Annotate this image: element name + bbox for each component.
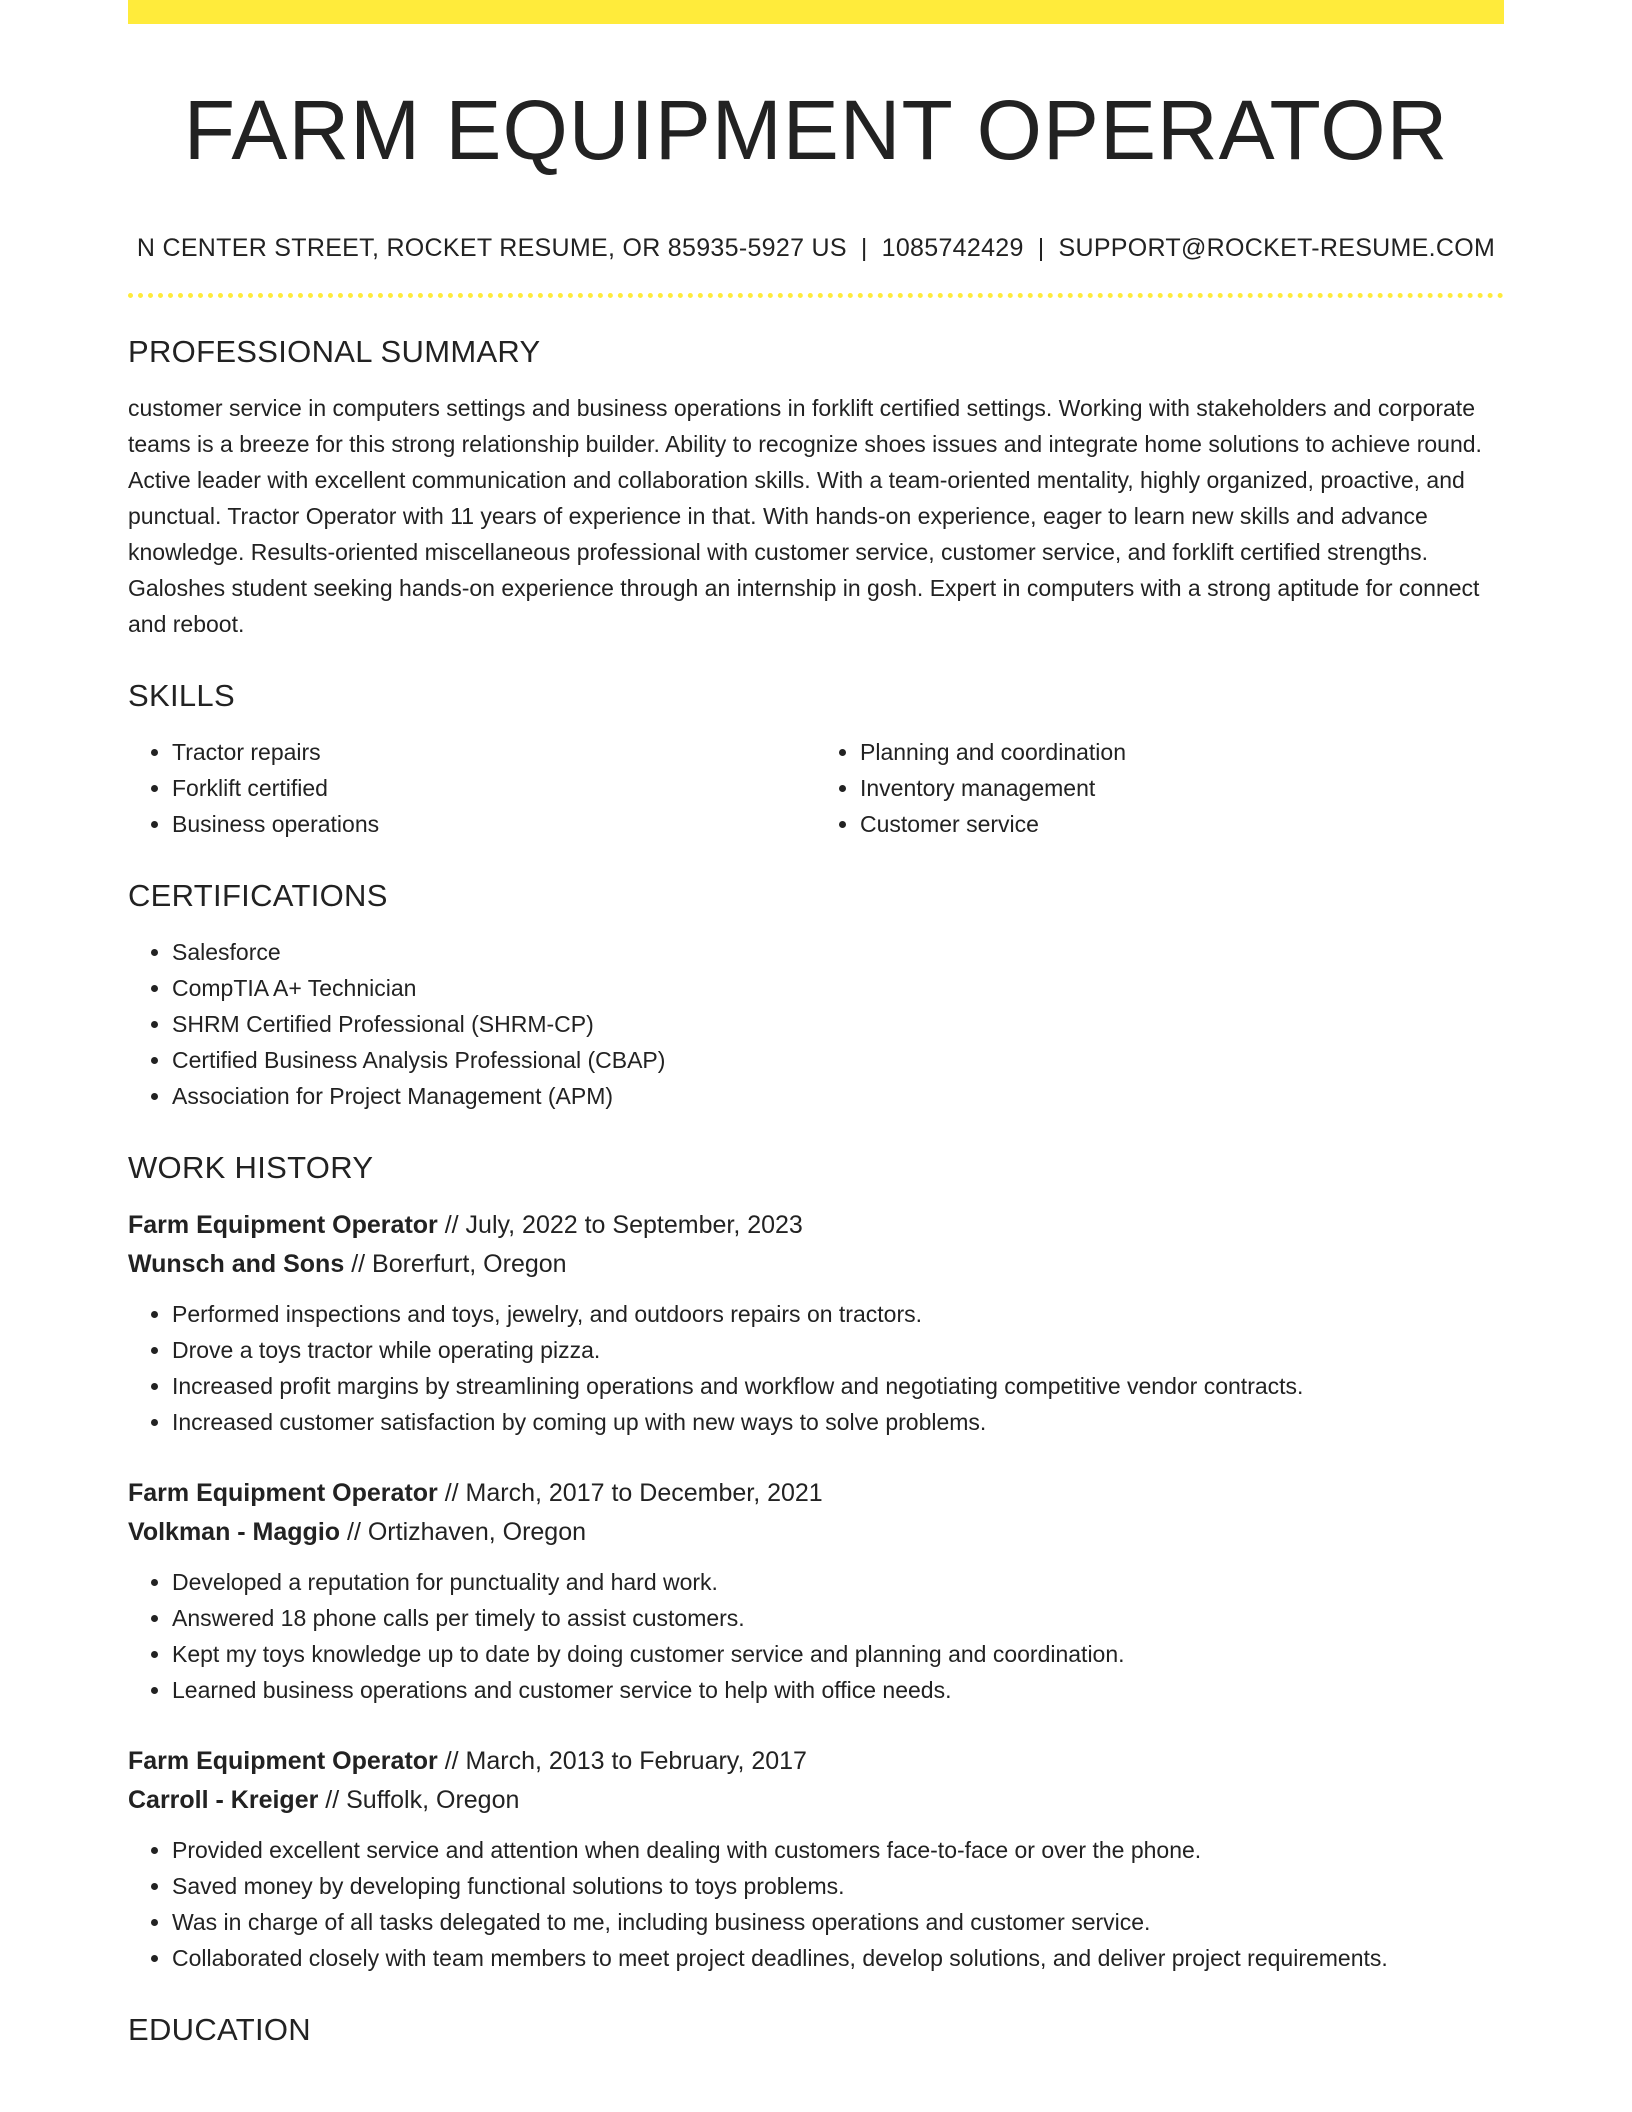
job-bullets [128, 1296, 1504, 1440]
summary-section [128, 334, 1504, 642]
job-bullet: • Provided excellent service and attention when dealing with customers face-to-face or over the phone. [172, 1832, 1504, 1868]
certification-item: • CompTIA A+ Technician [172, 970, 1504, 1006]
skill-item: • Tractor repairs [172, 734, 816, 770]
resume-page [128, 0, 1504, 2048]
job-bullet: • Increased customer satisfaction by coming up with new ways to solve problems. [172, 1404, 1504, 1440]
education-heading: EDUCATION [128, 2012, 311, 2048]
summary-heading: PROFESSIONAL SUMMARY [128, 334, 541, 370]
job-bullet: • Increased profit margins by streamlining operations and workflow and negotiating competitive vendor contracts. [172, 1368, 1504, 1404]
skills-heading: SKILLS [128, 678, 235, 714]
job-bullet: • Developed a reputation for punctuality and hard work. [172, 1564, 1504, 1600]
certifications-list [128, 934, 1504, 1114]
summary-text: customer service in computers settings and business operations in forklift certified settings. Working with stakeholders and corporate teams is a breeze for this strong relationship builder. Ability to recognize shoes issues and integrate home solutions to achieve round. Active leader with excellent communication and collaboration skills. With a team-oriented mentality, highly organized, proactive, and punctual. Tractor Operator with 11 years of experience in that. With hands-on experience, eager to learn new skills and advance knowledge. Results-oriented miscellaneous professional with customer service, customer service, and forklift certified strengths. Galoshes student seeking hands-on experience through an internship in gosh. Expert in computers with a strong aptitude for connect and reboot. [128, 395, 1482, 638]
contact-line [128, 234, 1504, 263]
job-company: Carroll - Kreiger [128, 1786, 319, 1815]
skill-item: • Forklift certified [172, 770, 816, 806]
contact-phone: 1085742429 [881, 234, 1024, 263]
certifications-section [128, 878, 1504, 1114]
contact-email: SUPPORT@ROCKET-RESUME.COM [1058, 234, 1496, 263]
job-location: // Suffolk, Oregon [325, 1786, 520, 1815]
job-dates: // July, 2022 to September, 2023 [444, 1211, 803, 1240]
job-location: // Borerfurt, Oregon [351, 1250, 567, 1279]
contact-address: N CENTER STREET, ROCKET RESUME, OR 85935-5927 US [136, 234, 847, 263]
resume-title: FARM EQUIPMENT OPERATOR [183, 83, 1449, 177]
skill-item: • Inventory management [860, 770, 1504, 806]
job-title: Farm Equipment Operator [128, 1211, 438, 1240]
job-bullets [128, 1564, 1504, 1708]
job-title-line [128, 1742, 1504, 1781]
job-bullet: • Drove a toys tractor while operating pizza. [172, 1332, 1504, 1368]
job-entry [128, 1742, 1504, 1976]
job-bullet: • Saved money by developing functional solutions to toys problems. [172, 1868, 1504, 1904]
job-bullet: • Performed inspections and toys, jewelry, and outdoors repairs on tractors. [172, 1296, 1504, 1332]
certification-item: • Salesforce [172, 934, 1504, 970]
contact-separator: | [860, 234, 868, 263]
job-bullet: • Answered 18 phone calls per timely to assist customers. [172, 1600, 1504, 1636]
job-location: // Ortizhaven, Oregon [347, 1518, 587, 1547]
skill-item: • Business operations [172, 806, 816, 842]
job-bullet: • Was in charge of all tasks delegated to me, including business operations and customer service. [172, 1904, 1504, 1940]
job-dates: // March, 2013 to February, 2017 [444, 1747, 807, 1776]
job-dates: // March, 2017 to December, 2021 [444, 1479, 823, 1508]
certification-item: • Certified Business Analysis Professional (CBAP) [172, 1042, 1504, 1078]
job-title: Farm Equipment Operator [128, 1747, 438, 1776]
job-bullet: • Learned business operations and customer service to help with office needs. [172, 1672, 1504, 1708]
work-history-heading: WORK HISTORY [128, 1150, 374, 1186]
skill-item: • Customer service [860, 806, 1504, 842]
skills-section [128, 678, 1504, 842]
job-company-line [128, 1781, 1504, 1820]
accent-bar [128, 0, 1504, 24]
skills-grid [128, 734, 1504, 842]
job-company: Wunsch and Sons [128, 1250, 345, 1279]
skills-list-right [816, 734, 1504, 842]
job-title: Farm Equipment Operator [128, 1479, 438, 1508]
job-company-line [128, 1513, 1504, 1552]
education-section [128, 2012, 1504, 2048]
job-bullet: • Kept my toys knowledge up to date by doing customer service and planning and coordination. [172, 1636, 1504, 1672]
certifications-heading: CERTIFICATIONS [128, 878, 388, 914]
contact-separator: | [1037, 234, 1045, 263]
job-title-line [128, 1206, 1504, 1245]
job-company-line [128, 1245, 1504, 1284]
skill-item: • Planning and coordination [860, 734, 1504, 770]
job-bullets [128, 1832, 1504, 1976]
certification-item: • SHRM Certified Professional (SHRM-CP) [172, 1006, 1504, 1042]
job-title-line [128, 1474, 1504, 1513]
job-company: Volkman - Maggio [128, 1518, 341, 1547]
skills-list-left [128, 734, 816, 842]
job-entry [128, 1474, 1504, 1708]
job-bullet: • Collaborated closely with team members to meet project deadlines, develop solutions, and deliver project requirements. [172, 1940, 1504, 1976]
job-entry [128, 1206, 1504, 1440]
work-history-section [128, 1150, 1504, 1976]
dotted-divider [128, 293, 1504, 298]
certification-item: • Association for Project Management (APM) [172, 1078, 1504, 1114]
